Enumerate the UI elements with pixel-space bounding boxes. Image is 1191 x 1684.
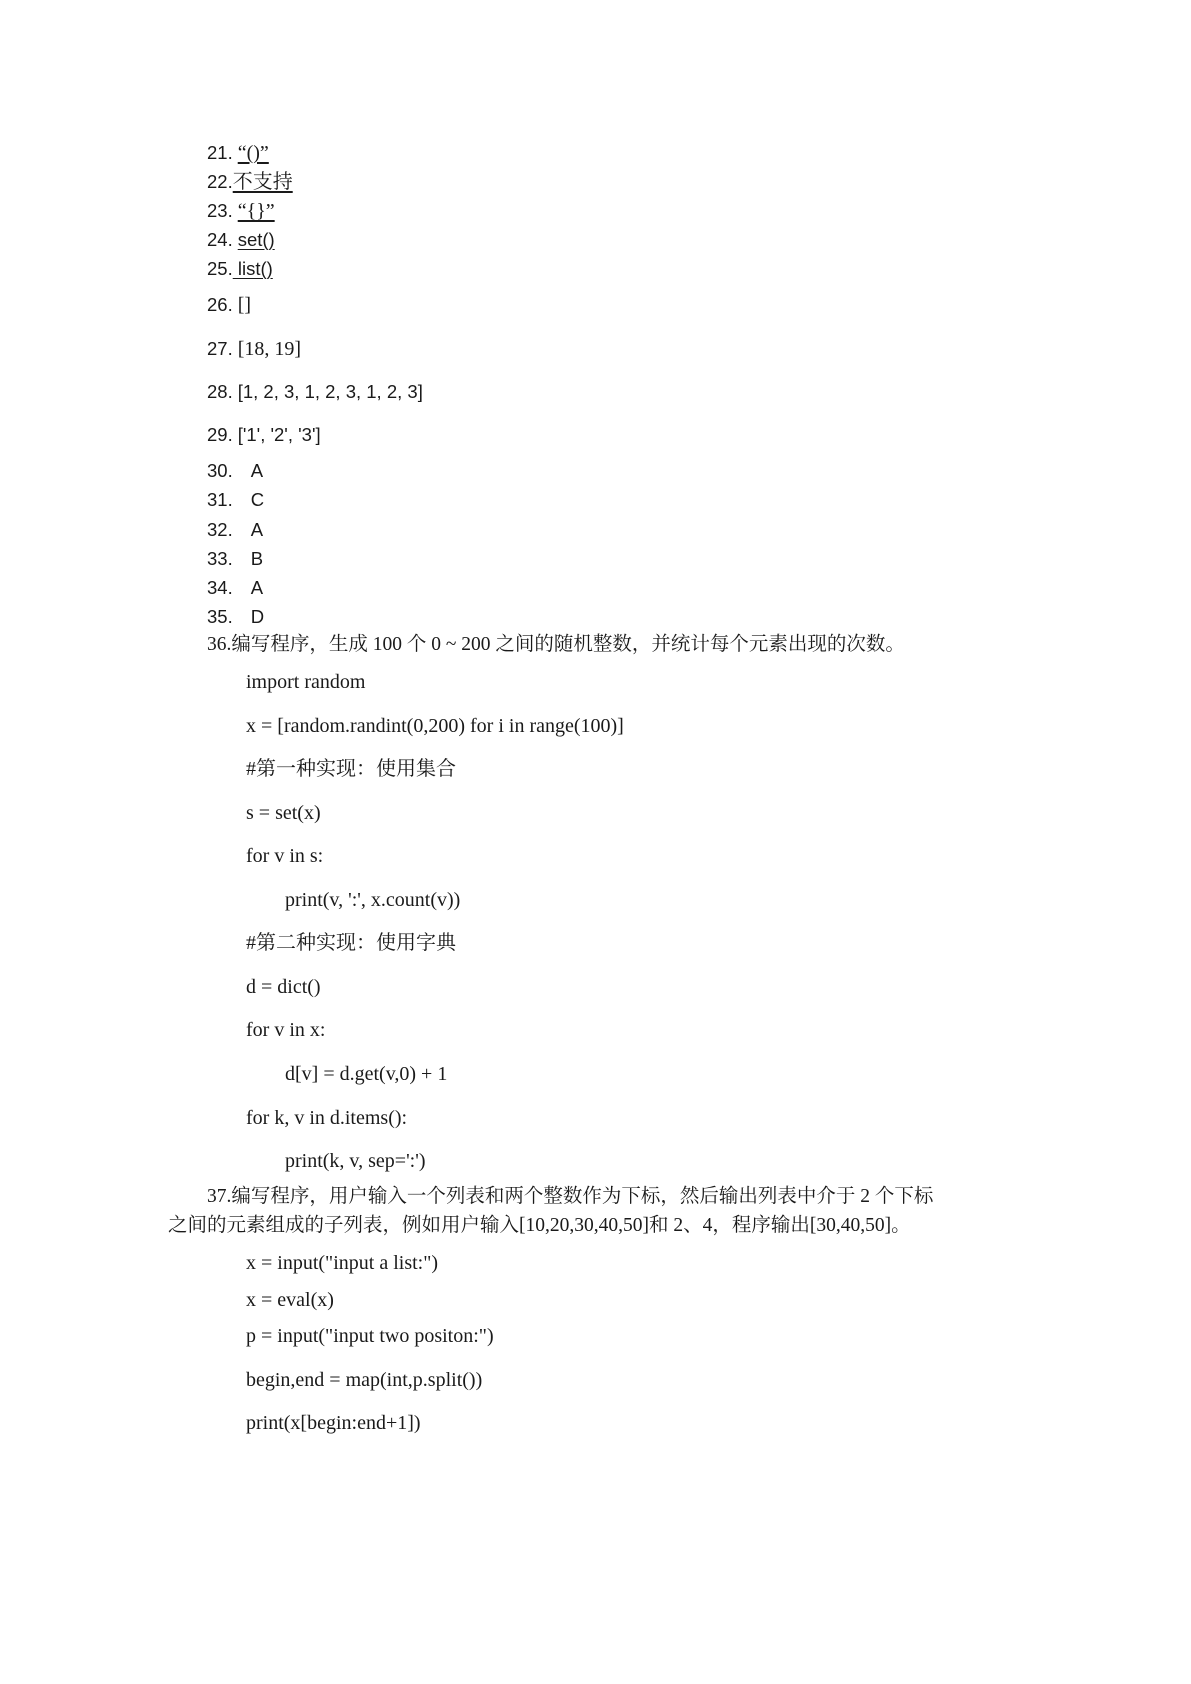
- answer-choice: C: [250, 489, 265, 510]
- answer-35: 35. D: [207, 606, 265, 627]
- code-comment: #第二种实现：使用字典: [246, 932, 456, 954]
- answer-text: set(): [237, 229, 275, 250]
- question-37-title-line1: 37.编写程序，用户输入一个列表和两个整数作为下标，然后输出列表中介于 2 个下标: [207, 1186, 934, 1207]
- code-line: print(v, ':', x.count(v)): [285, 889, 461, 911]
- answer-text: “{}”: [237, 200, 275, 222]
- answer-text: “()”: [237, 142, 269, 164]
- code-line: s = set(x): [246, 802, 321, 824]
- answer-23: 23. “{}”: [207, 200, 275, 222]
- answer-text: list(): [232, 258, 273, 279]
- code-line: print(x[begin:end+1]): [246, 1412, 421, 1434]
- answer-text: [18, 19]: [237, 338, 302, 360]
- question-36-title: 36.编写程序，生成 100 个 0 ~ 200 之间的随机整数，并统计每个元素出现的次数。: [207, 634, 905, 655]
- code-line: x = input("input a list:"): [246, 1252, 439, 1274]
- code-line: for k, v in d.items():: [246, 1107, 408, 1129]
- answer-choice: D: [250, 606, 265, 627]
- answer-32: 32. A: [207, 519, 264, 540]
- code-line: x = [random.randint(0,200) for i in range(100)]: [246, 715, 624, 737]
- answer-31: 31. C: [207, 489, 265, 510]
- answer-22: 22.不支持: [207, 171, 293, 193]
- code-comment: #第一种实现：使用集合: [246, 758, 456, 780]
- answer-21: 21. “()”: [207, 142, 269, 164]
- code-line: for v in x:: [246, 1019, 326, 1041]
- answer-choice: A: [250, 460, 264, 481]
- code-line: d = dict(): [246, 976, 321, 998]
- code-line: print(k, v, sep=':'): [285, 1150, 426, 1172]
- answer-25: 25. list(): [207, 258, 273, 279]
- answer-27: 27. [18, 19]: [207, 338, 302, 360]
- code-line: for v in s:: [246, 845, 324, 867]
- answer-choice: A: [250, 577, 264, 598]
- question-37-title-line2: 之间的元素组成的子列表，例如用户输入[10,20,30,40,50]和 2、4，程序输出[30,40,50]。: [168, 1215, 911, 1236]
- code-line: d[v] = d.get(v,0) + 1: [285, 1063, 448, 1085]
- answer-text: [1, 2, 3, 1, 2, 3, 1, 2, 3]: [237, 381, 423, 402]
- answer-text: []: [237, 294, 252, 316]
- answer-34: 34. A: [207, 577, 264, 598]
- code-line: begin,end = map(int,p.split()): [246, 1369, 483, 1391]
- answer-text: 不支持: [232, 171, 293, 193]
- code-line: import random: [246, 671, 366, 693]
- answer-26: 26. []: [207, 294, 252, 316]
- answer-28: 28. [1, 2, 3, 1, 2, 3, 1, 2, 3]: [207, 381, 423, 402]
- answer-text: ['1', '2', '3']: [237, 424, 321, 445]
- answer-30: 30. A: [207, 460, 264, 481]
- answer-29: 29. ['1', '2', '3']: [207, 424, 321, 445]
- answer-33: 33. B: [207, 548, 264, 569]
- code-line: p = input("input two positon:"): [246, 1325, 494, 1347]
- answer-choice: B: [250, 548, 264, 569]
- answer-choice: A: [250, 519, 264, 540]
- answer-24: 24. set(): [207, 229, 275, 250]
- code-line: x = eval(x): [246, 1289, 334, 1311]
